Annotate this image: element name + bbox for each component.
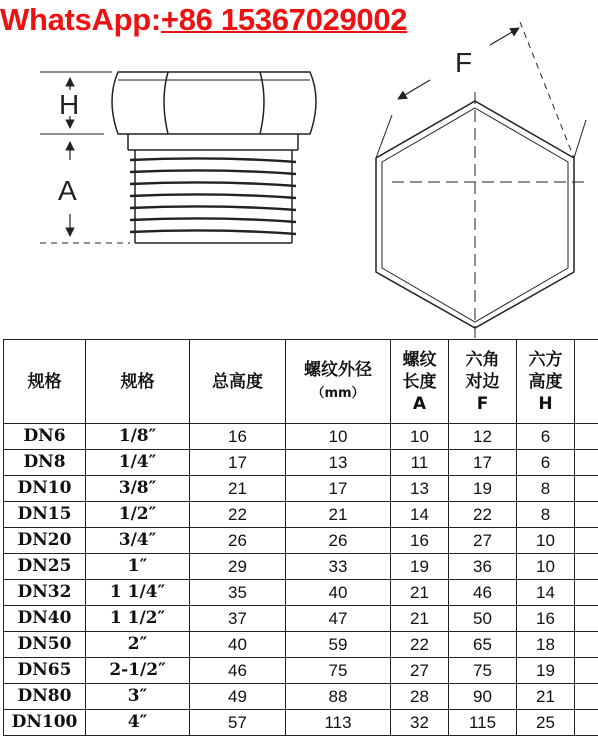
table-cell-hex-height-h: 8 <box>517 476 575 502</box>
header-text: 规格 <box>27 371 62 392</box>
table-cell-hex-across-flats-f: 36 <box>449 554 517 580</box>
header-thread-length-a <box>391 340 449 424</box>
table-cell-spec-dn: DN40 <box>4 606 86 632</box>
table-cell-spec-inch: 4″ <box>86 710 190 736</box>
table-cell-spec-inch: 2″ <box>86 632 190 658</box>
table-cell-total-height: 46 <box>190 658 286 684</box>
table-cell-extra <box>575 554 598 580</box>
table-cell-hex-across-flats-f: 17 <box>449 450 517 476</box>
table-cell-spec-inch: 1/4″ <box>86 450 190 476</box>
table-row <box>4 450 598 476</box>
table-row <box>4 424 598 450</box>
table-cell-thread-length-a: 19 <box>391 554 449 580</box>
plug-technical-drawing <box>0 0 598 340</box>
dimension-label-h: H <box>59 89 80 120</box>
header-text: 螺纹 <box>402 349 437 370</box>
header-text: F <box>476 393 489 414</box>
table-cell-thread-diameter: 59 <box>286 632 391 658</box>
table-cell-spec-dn: DN20 <box>4 528 86 554</box>
table-cell-spec-inch: 1 1/4″ <box>86 580 190 606</box>
table-cell-extra <box>575 450 598 476</box>
end-view <box>376 22 590 338</box>
table-cell-thread-length-a: 28 <box>391 684 449 710</box>
table-cell-spec-inch: 2-1/2″ <box>86 658 190 684</box>
table-row <box>4 632 598 658</box>
header-thread-diameter <box>286 340 391 424</box>
table-cell-total-height: 26 <box>190 528 286 554</box>
table-cell-spec-inch: 1/8″ <box>86 424 190 450</box>
table-cell-hex-height-h: 19 <box>517 658 575 684</box>
table-cell-thread-diameter: 75 <box>286 658 391 684</box>
table-cell-spec-dn: DN65 <box>4 658 86 684</box>
table-cell-total-height: 49 <box>190 684 286 710</box>
table-cell-thread-length-a: 10 <box>391 424 449 450</box>
table-cell-hex-across-flats-f: 19 <box>449 476 517 502</box>
header-total-height <box>190 340 286 424</box>
table-row <box>4 554 598 580</box>
table-cell-thread-length-a: 21 <box>391 606 449 632</box>
dimension-label-a: A <box>58 175 77 206</box>
table-cell-thread-length-a: 32 <box>391 710 449 736</box>
table-cell-extra <box>575 476 598 502</box>
header-text: 对边 <box>465 371 500 392</box>
dimension-label-f: F <box>455 47 473 78</box>
table-cell-hex-height-h: 16 <box>517 606 575 632</box>
watermark-prefix: WhatsApp: <box>0 2 161 37</box>
table-cell-spec-dn: DN50 <box>4 632 86 658</box>
table-cell-spec-inch: 1″ <box>86 554 190 580</box>
table-cell-hex-across-flats-f: 12 <box>449 424 517 450</box>
table-cell-spec-inch: 3″ <box>86 684 190 710</box>
table-cell-spec-inch: 1/2″ <box>86 502 190 528</box>
table-cell-spec-inch: 3/4″ <box>86 528 190 554</box>
header-text: A <box>412 393 427 414</box>
header-hex-across-flats-f <box>449 340 517 424</box>
table-cell-hex-height-h: 8 <box>517 502 575 528</box>
table-cell-extra <box>575 684 598 710</box>
table-cell-hex-across-flats-f: 27 <box>449 528 517 554</box>
table-cell-thread-length-a: 14 <box>391 502 449 528</box>
table-cell-thread-diameter: 26 <box>286 528 391 554</box>
table-cell-spec-dn: DN10 <box>4 476 86 502</box>
table-header-row <box>4 340 598 424</box>
table-cell-hex-height-h: 6 <box>517 424 575 450</box>
table-cell-extra <box>575 632 598 658</box>
table-cell-thread-diameter: 21 <box>286 502 391 528</box>
table-cell-hex-across-flats-f: 65 <box>449 632 517 658</box>
table-cell-extra <box>575 606 598 632</box>
header-text: H <box>538 393 553 414</box>
table-cell-spec-dn: DN6 <box>4 424 86 450</box>
table-cell-hex-height-h: 21 <box>517 684 575 710</box>
side-view <box>40 72 316 243</box>
table-cell-spec-dn: DN8 <box>4 450 86 476</box>
header-text: 螺纹外径 <box>304 359 372 380</box>
table-cell-hex-across-flats-f: 50 <box>449 606 517 632</box>
table-cell-spec-dn: DN25 <box>4 554 86 580</box>
header-hex-height-h <box>517 340 575 424</box>
table-row <box>4 710 598 736</box>
table-cell-hex-across-flats-f: 115 <box>449 710 517 736</box>
table-cell-total-height: 57 <box>190 710 286 736</box>
table-cell-spec-inch: 3/8″ <box>86 476 190 502</box>
table-cell-spec-dn: DN80 <box>4 684 86 710</box>
header-extra-column <box>575 340 598 424</box>
table-cell-extra <box>575 580 598 606</box>
table-cell-thread-length-a: 22 <box>391 632 449 658</box>
table-cell-hex-height-h: 18 <box>517 632 575 658</box>
table-row <box>4 528 598 554</box>
table-row <box>4 502 598 528</box>
header-text: （mm） <box>311 385 365 401</box>
table-cell-hex-height-h: 25 <box>517 710 575 736</box>
table-cell-extra <box>575 502 598 528</box>
table-cell-thread-length-a: 16 <box>391 528 449 554</box>
table-cell-hex-across-flats-f: 90 <box>449 684 517 710</box>
table-cell-thread-length-a: 13 <box>391 476 449 502</box>
table-cell-hex-height-h: 14 <box>517 580 575 606</box>
specification-table <box>3 339 598 736</box>
table-cell-extra <box>575 424 598 450</box>
table-cell-extra <box>575 710 598 736</box>
table-cell-spec-dn: DN32 <box>4 580 86 606</box>
table-cell-thread-diameter: 33 <box>286 554 391 580</box>
table-cell-thread-length-a: 27 <box>391 658 449 684</box>
table-cell-thread-diameter: 10 <box>286 424 391 450</box>
table-row <box>4 606 598 632</box>
table-cell-thread-diameter: 40 <box>286 580 391 606</box>
table-cell-hex-across-flats-f: 22 <box>449 502 517 528</box>
table-cell-spec-inch: 1 1/2″ <box>86 606 190 632</box>
header-text: 规格 <box>120 371 155 392</box>
table-cell-total-height: 22 <box>190 502 286 528</box>
table-cell-thread-length-a: 11 <box>391 450 449 476</box>
table-cell-hex-across-flats-f: 75 <box>449 658 517 684</box>
table-cell-total-height: 35 <box>190 580 286 606</box>
header-spec-inch <box>86 340 190 424</box>
table-row <box>4 684 598 710</box>
table-cell-spec-dn: DN15 <box>4 502 86 528</box>
table-cell-extra <box>575 658 598 684</box>
header-text: 总高度 <box>212 371 263 392</box>
table-cell-thread-diameter: 88 <box>286 684 391 710</box>
header-text: 高度 <box>528 371 563 392</box>
table-cell-thread-diameter: 13 <box>286 450 391 476</box>
table-cell-hex-height-h: 10 <box>517 554 575 580</box>
table-cell-hex-across-flats-f: 46 <box>449 580 517 606</box>
table-cell-thread-diameter: 113 <box>286 710 391 736</box>
table-cell-total-height: 40 <box>190 632 286 658</box>
table-cell-spec-dn: DN100 <box>4 710 86 736</box>
table-cell-total-height: 37 <box>190 606 286 632</box>
header-text: 六方 <box>528 349 563 370</box>
table-cell-total-height: 21 <box>190 476 286 502</box>
table-cell-hex-height-h: 6 <box>517 450 575 476</box>
table-body <box>4 424 598 736</box>
table-row <box>4 476 598 502</box>
table-row <box>4 580 598 606</box>
header-text: 六角 <box>465 349 500 370</box>
table-cell-hex-height-h: 10 <box>517 528 575 554</box>
header-text: 长度 <box>402 371 437 392</box>
table-row <box>4 658 598 684</box>
table-cell-thread-diameter: 47 <box>286 606 391 632</box>
table-cell-thread-length-a: 21 <box>391 580 449 606</box>
table-cell-thread-diameter: 17 <box>286 476 391 502</box>
table-cell-total-height: 29 <box>190 554 286 580</box>
watermark-phone-number: +86 15367029002 <box>160 2 408 37</box>
table-cell-extra <box>575 528 598 554</box>
table-cell-total-height: 17 <box>190 450 286 476</box>
header-spec-dn <box>4 340 86 424</box>
table-cell-total-height: 16 <box>190 424 286 450</box>
